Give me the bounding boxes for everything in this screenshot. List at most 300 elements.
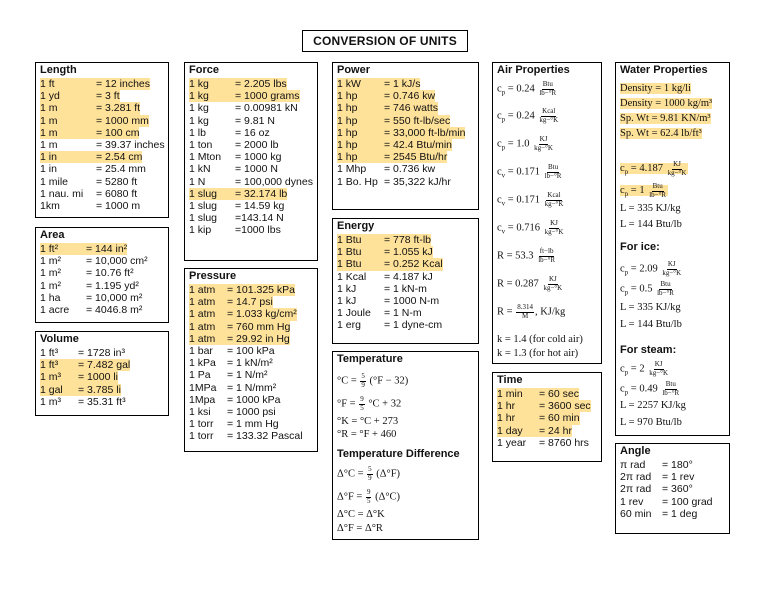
force-row-value: = 9.81 N: [235, 114, 275, 127]
length-heading: Length: [40, 64, 77, 76]
tempdiff-formula-f-den: 5: [366, 496, 371, 505]
force-row-value: = 1000 N: [235, 163, 278, 176]
power-row-unit: 1 hp: [337, 139, 384, 151]
pressure-row-unit: 1 atm: [189, 308, 227, 320]
steam-latent-kj: L = 2257 KJ/kg: [620, 400, 686, 411]
force-row-unit: 1 lb: [189, 126, 206, 139]
air-value: R = 0.287: [497, 278, 539, 290]
force-row: [189, 176, 314, 188]
power-row-unit: 1 hp: [337, 90, 384, 102]
pressure-row-unit: 1 torr: [189, 430, 214, 443]
pressure-row-value: = 14.7 psi: [227, 296, 273, 309]
energy-row-value: = 1 kN-m: [384, 282, 427, 295]
air-formula-2: [497, 108, 560, 124]
air-symbol: c: [497, 194, 502, 206]
temp-formula-f-num: 9: [360, 395, 364, 403]
water-cp-kj-num: KJ: [673, 160, 681, 168]
length-row: [40, 200, 165, 212]
air-symbol-subscript: v: [501, 199, 506, 208]
air-unit-den: kg−°K: [544, 227, 564, 236]
energy-row-value: = 1.055 kJ: [384, 246, 433, 259]
ice-cp-btu-den: lb−°R: [657, 288, 674, 297]
water-latent-kj: L = 335 KJ/kg: [620, 203, 681, 214]
tempdiff-formula-f-num: 9: [366, 488, 371, 496]
volume-box: [35, 331, 169, 416]
energy-heading: Energy: [337, 220, 375, 232]
area-row-value: = 10,000 m²: [86, 291, 143, 304]
air-symbol-subscript: v: [501, 171, 506, 180]
water-cp-kj: $c_p = 4.187$ $\frac{KJ}{kg-^\circ K}$: [620, 160, 687, 177]
area-row-unit: 1 acre: [40, 304, 70, 317]
temp-formula-c-den: 9: [361, 380, 365, 389]
time-row: [497, 400, 598, 412]
force-row-unit: 1 slug: [189, 200, 218, 213]
force-row-value: = 1000 kg: [235, 151, 282, 164]
pressure-row-unit: 1 kPa: [189, 357, 216, 370]
air-symbol-subscript: p: [501, 143, 506, 152]
area-row-value: = 10.76 ft²: [86, 267, 134, 280]
energy-rows: [337, 234, 475, 332]
pressure-row: [189, 382, 314, 394]
energy-row: [337, 271, 475, 283]
power-heading: Power: [337, 64, 371, 76]
energy-row: [337, 307, 475, 319]
air-value: = 0.24: [507, 110, 535, 122]
air-formula-4: [497, 164, 563, 180]
water-cp-kj-value: = 4.187: [630, 163, 663, 175]
energy-row: [337, 295, 475, 307]
volume-row: [40, 384, 165, 396]
temperature-difference-heading: Temperature Difference: [337, 448, 460, 460]
pressure-row: [189, 284, 314, 296]
air-unit-suffix: , KJ/kg: [534, 306, 566, 318]
air-unit-num: 8.314: [517, 303, 533, 311]
pressure-row: [189, 394, 314, 406]
air-k-hot: k = 1.3 (for hot air): [497, 348, 579, 359]
length-row-unit: 1 m: [40, 115, 96, 127]
air-formula-8: [497, 276, 564, 292]
pressure-row-unit: 1 atm: [189, 296, 227, 308]
force-box: [184, 62, 318, 261]
pressure-row: [189, 333, 314, 345]
area-row: [40, 243, 165, 255]
angle-row-value: = 180°: [662, 459, 693, 471]
pressure-row-value: = 1 mm Hg: [227, 418, 279, 431]
force-row-value: =1000 lbs: [235, 224, 281, 237]
length-row-unit: 1 m: [40, 102, 96, 114]
area-row-value: = 1.195 yd²: [86, 279, 139, 292]
pressure-row-value: = 760 mm Hg: [227, 320, 291, 333]
force-row-unit: 1 Mton: [189, 151, 222, 164]
water-latent-btu: L = 144 Btu/lb: [620, 219, 682, 230]
force-row-unit: 1 kg: [189, 78, 235, 90]
ice-cp-kj-den: kg−°K: [662, 268, 682, 277]
force-row: [189, 200, 314, 212]
time-row-unit: 1 hr: [497, 412, 539, 424]
area-row-value: = 4046.8 m²: [86, 304, 143, 317]
force-row: [189, 224, 314, 236]
water-cp-btu: $c_p = 1$ Btu lb−°R: [620, 182, 667, 199]
length-row-value: = 2.54 cm: [96, 151, 143, 164]
angle-row-unit: 1 rev: [620, 495, 644, 508]
pressure-row-unit: 1 atm: [189, 333, 227, 345]
water-cp-btu-den: lb−°R: [649, 190, 667, 199]
force-row: [189, 151, 314, 163]
energy-row-value: = 1 dyne-cm: [384, 319, 443, 332]
time-row-value: = 3600 sec: [539, 400, 591, 413]
volume-row: [40, 396, 165, 408]
power-row: [337, 176, 475, 188]
angle-box: [615, 443, 730, 534]
tempdiff-formula-c-lhs: Δ°C =: [337, 468, 364, 480]
water-cp-btu-num: Btu: [652, 182, 663, 190]
force-row: [189, 188, 314, 200]
temp-formula-f-lhs: °F =: [337, 398, 356, 410]
power-row-value: = 35,322 kJ/hr: [384, 175, 451, 188]
steam-latent-btu: L = 970 Btu/lb: [620, 417, 682, 428]
power-row-unit: 1 Mhp: [337, 163, 367, 176]
pressure-row-unit: 1 ksi: [189, 406, 211, 419]
area-row-unit: 1 ft²: [40, 243, 86, 255]
pressure-heading: Pressure: [189, 270, 237, 282]
angle-row-unit: π rad: [620, 459, 646, 471]
air-unit-num: Btu: [542, 80, 553, 88]
temp-formula-f: [337, 396, 401, 412]
pressure-row: [189, 357, 314, 369]
power-row: [337, 151, 475, 163]
angle-row: [620, 483, 726, 495]
force-row: [189, 90, 314, 102]
energy-row: [337, 319, 475, 331]
angle-row: [620, 508, 726, 520]
force-row: [189, 78, 314, 90]
power-row: [337, 78, 475, 90]
time-row: [497, 437, 598, 449]
volume-rows: [40, 347, 165, 408]
length-row: [40, 90, 165, 102]
length-row-unit: 1 ft: [40, 78, 96, 90]
energy-row-unit: 1 kJ: [337, 282, 357, 295]
length-row-value: = 39.37 inches: [96, 139, 165, 152]
tempdiff-formula-c-num: 5: [368, 465, 372, 473]
volume-row: [40, 359, 165, 371]
length-row-unit: 1 m: [40, 127, 96, 139]
area-rows: [40, 243, 165, 316]
pressure-row-unit: 1MPa: [189, 381, 217, 394]
steam-cp-kj-num: KJ: [654, 360, 663, 368]
pressure-rows: [189, 284, 314, 443]
length-row: [40, 188, 165, 200]
power-row-unit: 1 Bo. Hp: [337, 175, 378, 188]
force-row-value: = 100,000 dynes: [235, 175, 313, 188]
angle-heading: Angle: [620, 445, 651, 457]
air-unit-num: Kcal: [542, 107, 556, 115]
air-value: = 0.716: [507, 222, 540, 234]
volume-row-value: = 1728 in³: [78, 347, 125, 359]
length-row: [40, 127, 165, 139]
angle-row: [620, 459, 726, 471]
tempdiff-formula-f: [337, 489, 400, 505]
power-row-value: = 746 watts: [384, 102, 438, 115]
water-properties-box: [615, 62, 730, 436]
area-row: [40, 304, 165, 316]
water-spwt-lb: Sp. Wt = 62.4 lb/ft³: [620, 128, 702, 139]
pressure-row: [189, 418, 314, 430]
angle-row-value: = 1 deg: [662, 507, 698, 520]
air-unit-num: KJ: [548, 275, 557, 283]
length-row-value: = 25.4 mm: [96, 163, 146, 176]
volume-row-unit: 1 ft³: [40, 347, 59, 359]
power-row: [337, 139, 475, 151]
ice-cp-kj-num: KJ: [667, 260, 676, 268]
power-row-value: = 42.4 Btu/min: [384, 139, 452, 152]
temp-formula-k: °K = °C + 273: [337, 416, 399, 427]
angle-rows: [620, 459, 726, 520]
energy-row-value: = 0.252 Kcal: [384, 258, 443, 271]
air-symbol: c: [497, 166, 502, 178]
length-row-unit: 1 in: [40, 163, 57, 176]
air-value: = 0.171: [507, 194, 540, 206]
tempdiff-formula-c-rhs: (Δ°F): [376, 468, 401, 480]
air-unit-num: KJ: [539, 135, 548, 143]
energy-box: [332, 218, 479, 344]
area-row: [40, 267, 165, 279]
area-row-unit: 1 m²: [40, 255, 61, 268]
force-row: [189, 163, 314, 175]
length-row-unit: 1 m: [40, 139, 58, 152]
water-spwt-kn: Sp. Wt = 9.81 KN/m³: [620, 113, 711, 124]
ice-latent-kj: L = 335 KJ/kg: [620, 302, 681, 313]
air-symbol: c: [497, 138, 502, 150]
energy-row-unit: 1 erg: [337, 319, 361, 332]
air-k-cold: k = 1.4 (for cold air): [497, 334, 583, 345]
ice-cp-btu: $c_p = 0.5$ Btu lb−°R: [620, 280, 674, 297]
force-row-value: = 16 oz: [235, 126, 270, 139]
length-row-unit: 1 in: [40, 151, 96, 163]
air-symbol: c: [497, 110, 502, 122]
pressure-row: [189, 321, 314, 333]
angle-row: [620, 496, 726, 508]
page-title: CONVERSION OF UNITS: [302, 30, 468, 52]
tempdiff-formula-r: Δ°F = Δ°R: [337, 523, 383, 534]
time-row: [497, 425, 598, 437]
temp-formula-c: [337, 373, 408, 389]
temp-formula-c-num: 5: [361, 372, 365, 380]
length-row: [40, 151, 165, 163]
volume-row-unit: 1 gal: [40, 384, 78, 396]
energy-row-value: = 778 ft-lb: [384, 234, 431, 246]
power-row-unit: 1 hp: [337, 102, 384, 114]
time-row: [497, 388, 598, 400]
pressure-row-unit: 1 bar: [189, 345, 213, 358]
steam-cp-btu-num: Btu: [665, 380, 676, 388]
force-row-unit: 1 kg: [189, 114, 209, 127]
pressure-row: [189, 296, 314, 308]
time-row-value: = 8760 hrs: [539, 436, 589, 449]
tempdiff-formula-f-rhs: (Δ°C): [375, 491, 401, 503]
power-row: [337, 127, 475, 139]
time-rows: [497, 388, 598, 449]
power-row-unit: 1 kW: [337, 78, 384, 90]
energy-row-unit: 1 kJ: [337, 295, 357, 308]
air-unit-den: M: [521, 311, 529, 320]
angle-row-unit: 60 min: [620, 507, 652, 520]
length-row: [40, 163, 165, 175]
pressure-row-unit: 1Mpa: [189, 393, 216, 406]
time-row: [497, 412, 598, 424]
time-row-value: = 60 min: [539, 412, 580, 425]
length-row: [40, 115, 165, 127]
air-properties-box: [492, 62, 602, 364]
force-row: [189, 139, 314, 151]
pressure-row-unit: 1 torr: [189, 418, 214, 431]
angle-row: [620, 471, 726, 483]
air-heading: Air Properties: [497, 64, 570, 76]
force-row-value: = 32.174 lb: [235, 187, 288, 200]
area-heading: Area: [40, 229, 65, 241]
ice-cp-btu-value: = 0.5: [630, 283, 653, 295]
angle-row-value: = 1 rev: [662, 471, 695, 484]
air-value: R =: [497, 306, 513, 318]
length-row-unit: 1 mile: [40, 175, 69, 188]
energy-row: [337, 234, 475, 246]
area-box: [35, 227, 169, 323]
steam-cp-kj: $c_p = 2$ $\frac{KJ}{kg-^\circ K}$: [620, 360, 669, 377]
air-formula-5: [497, 192, 565, 208]
length-row: [40, 139, 165, 151]
power-row-value: = 2545 Btu/hr: [384, 151, 448, 164]
length-box: [35, 62, 169, 218]
air-formula-9: [497, 304, 565, 320]
air-unit-den: lb−°R: [539, 88, 557, 97]
power-row: [337, 102, 475, 114]
pressure-row-value: = 1000 kPa: [227, 393, 281, 406]
length-row-unit: 1 yd: [40, 90, 96, 102]
angle-row-unit: 2π rad: [620, 483, 652, 496]
force-row: [189, 102, 314, 114]
air-unit-num: ft−lb: [539, 247, 554, 255]
air-unit-den: kg−°K: [539, 115, 559, 124]
length-row: [40, 102, 165, 114]
volume-row-unit: 1 ft³: [40, 359, 78, 371]
energy-row-value: = 1 N-m: [384, 307, 422, 320]
power-rows: [337, 78, 475, 188]
angle-row-value: = 100 grad: [662, 495, 713, 508]
water-cp-kj-den: kg−°K: [667, 168, 687, 177]
tempdiff-formula-c: [337, 466, 400, 482]
volume-row: [40, 347, 165, 359]
power-row-value: = 1 kJ/s: [384, 78, 421, 90]
ice-cp-kj: $c_p = 2.09$ $\frac{KJ}{kg-^\circ K}$: [620, 260, 682, 277]
length-row-value: = 100 cm: [96, 126, 140, 139]
length-row-value: = 3 ft: [96, 90, 120, 103]
steam-cp-kj-den: kg−°K: [649, 368, 669, 377]
length-row-value: = 5280 ft: [96, 175, 138, 188]
power-row-unit: 1 hp: [337, 115, 384, 127]
area-row: [40, 280, 165, 292]
volume-row-unit: 1 m³: [40, 371, 78, 383]
pressure-row: [189, 430, 314, 442]
pressure-row-value: = 1 kN/m²: [227, 357, 273, 370]
air-formula-3: [497, 136, 555, 152]
temperature-heading: Temperature: [337, 353, 403, 365]
air-value: = 1.0: [507, 138, 530, 150]
ice-cp-btu-num: Btu: [660, 280, 671, 288]
air-unit-den: lb−°R: [538, 255, 556, 264]
air-unit-num: Btu: [547, 163, 559, 171]
volume-row-unit: 1 m³: [40, 395, 61, 408]
energy-row-unit: 1 Btu: [337, 258, 384, 270]
air-symbol-subscript: p: [501, 88, 506, 97]
air-unit-den: kg−°K: [534, 143, 553, 152]
tempdiff-formula-f-lhs: Δ°F =: [337, 491, 363, 503]
area-row-unit: 1 ha: [40, 291, 61, 304]
tempdiff-formula-c-den: 9: [368, 473, 372, 482]
force-row-value: =143.14 N: [235, 212, 284, 225]
temp-formula-f-rhs: °C + 32: [368, 398, 402, 410]
time-row-unit: 1 day: [497, 425, 539, 437]
force-row-value: = 2000 lb: [235, 139, 279, 152]
air-formula-6: [497, 220, 565, 236]
ice-cp-kj-value: = 2.09: [630, 263, 658, 275]
pressure-row-value: = 101.325 kPa: [227, 284, 296, 296]
volume-row-value: = 7.482 gal: [78, 359, 131, 372]
time-row-unit: 1 year: [497, 436, 527, 449]
power-row-unit: 1 hp: [337, 151, 384, 163]
air-unit-den: kg−°K: [543, 283, 563, 292]
pressure-row-value: = 100 kPa: [227, 345, 275, 358]
force-row: [189, 127, 314, 139]
energy-row-unit: 1 Kcal: [337, 270, 367, 283]
energy-row: [337, 258, 475, 270]
area-row-unit: 1 m²: [40, 279, 61, 292]
force-rows: [189, 78, 314, 237]
time-row-value: = 60 sec: [539, 388, 579, 400]
length-row-value: = 1000 m: [96, 200, 141, 213]
temp-formula-r: °R = °F + 460: [337, 429, 397, 440]
area-row: [40, 255, 165, 267]
temp-formula-f-den: 5: [360, 403, 364, 412]
ice-latent-btu: L = 144 Btu/lb: [620, 319, 682, 330]
steam-cp-kj-value: = 2: [630, 363, 645, 375]
power-row: [337, 115, 475, 127]
force-row-value: = 1000 grams: [235, 90, 300, 103]
power-row-value: = 33,000 ft-lb/min: [384, 126, 466, 139]
length-row-value: = 6080 ft: [96, 187, 138, 200]
energy-row-value: = 4.187 kJ: [384, 270, 433, 283]
air-symbol-subscript: p: [501, 115, 506, 124]
air-unit-den: lb−°R: [544, 171, 562, 180]
force-row-unit: 1 kN: [189, 163, 211, 176]
force-row-unit: 1 slug: [189, 188, 235, 200]
time-box: [492, 372, 602, 462]
volume-heading: Volume: [40, 333, 79, 345]
force-row-value: = 2.205 lbs: [235, 78, 287, 90]
length-row-unit: 1 nau. mi: [40, 187, 84, 200]
air-value: = 0.24: [507, 83, 535, 95]
pressure-row-value: = 1000 psi: [227, 406, 276, 419]
area-row-value: = 144 in²: [86, 243, 128, 255]
steam-cp-btu: $c_p = 0.49$ Btu lb−°R: [620, 380, 680, 397]
length-row: [40, 176, 165, 188]
pressure-row-unit: 1 atm: [189, 284, 227, 296]
tempdiff-formula-k: Δ°C = Δ°K: [337, 509, 385, 520]
pressure-row-value: = 1.033 kg/cm²: [227, 308, 297, 321]
water-cp-btu-value: = 1: [630, 185, 645, 197]
force-row-unit: 1 slug: [189, 212, 218, 225]
air-symbol: c: [497, 83, 502, 95]
energy-row: [337, 246, 475, 258]
